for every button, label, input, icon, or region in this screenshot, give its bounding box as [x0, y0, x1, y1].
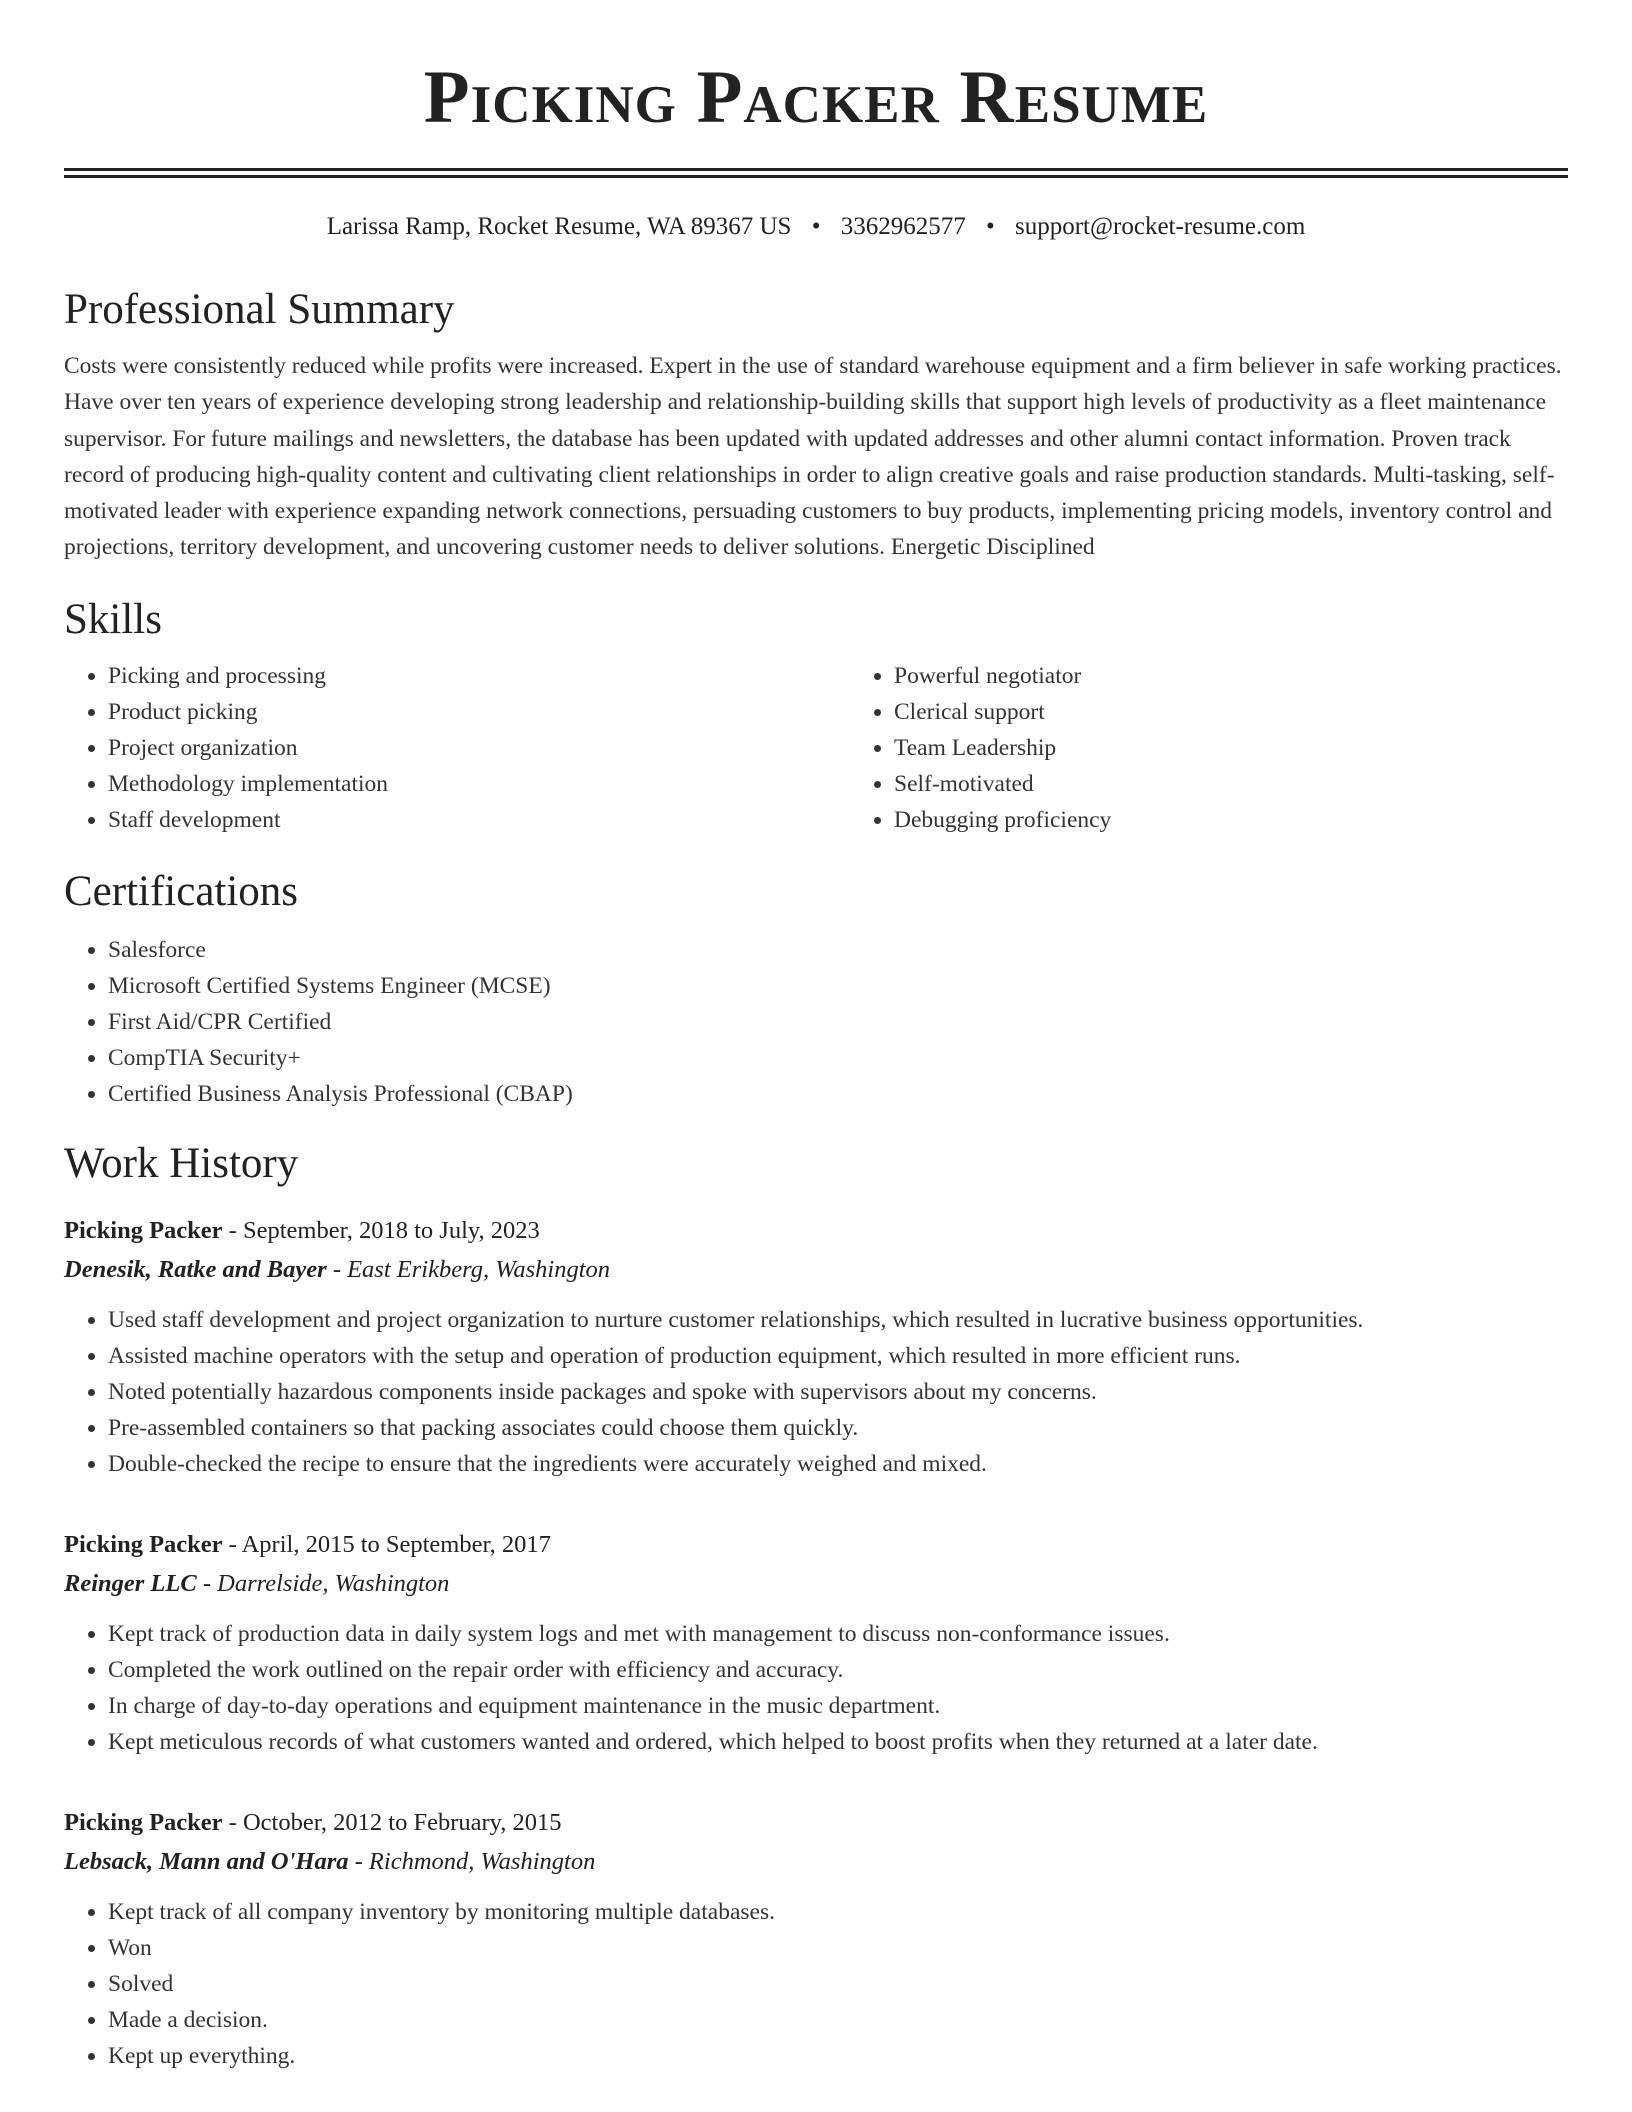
skill-item: • Project organization — [108, 730, 850, 766]
company-name: Lebsack, Mann and O'Hara — [64, 1847, 349, 1875]
job-title: Picking Packer — [64, 1808, 223, 1836]
skills-heading: Skills — [64, 595, 162, 643]
job-duty: • Kept track of all company inventory by monitoring multiple databases. — [108, 1894, 1568, 1930]
certification-item: • Certified Business Analysis Professional (CBAP) — [108, 1076, 1568, 1112]
certification-item: • CompTIA Security+ — [108, 1040, 1568, 1076]
job-duty: • Kept meticulous records of what customers wanted and ordered, which helped to boost profits when they returned at a later date. — [108, 1724, 1568, 1760]
resume-title: Picking Packer Resume — [423, 56, 1209, 139]
company-name: Reinger LLC — [64, 1569, 197, 1597]
company-name: Denesik, Ratke and Bayer — [64, 1255, 327, 1283]
job-duty: • Used staff development and project organization to nurture customer relationships, which resulted in lucrative business opportunities. — [108, 1302, 1568, 1338]
job-title-line — [64, 1526, 1568, 1564]
job-dates: - April, 2015 to September, 2017 — [222, 1530, 551, 1558]
job-duty: • Kept up everything. — [108, 2038, 1568, 2074]
bullet-separator: • — [811, 213, 821, 240]
skill-item: • Debugging proficiency — [894, 802, 1632, 838]
skills-list-left — [64, 658, 850, 838]
skill-item: • Powerful negotiator — [894, 658, 1632, 694]
certifications-list — [64, 932, 1568, 1112]
company-location: - Richmond, Washington — [348, 1847, 596, 1875]
company-line — [64, 1250, 1568, 1290]
job-duty: • Noted potentially hazardous components inside packages and spoke with supervisors about my concerns. — [108, 1374, 1568, 1410]
skill-item: • Team Leadership — [894, 730, 1632, 766]
job-duties-list — [64, 1302, 1568, 1482]
skill-item: • Self-motivated — [894, 766, 1632, 802]
contact-email: support@rocket-resume.com — [1015, 213, 1306, 240]
skill-item: • Methodology implementation — [108, 766, 850, 802]
job-duties-list — [64, 1616, 1568, 1760]
skill-item: • Staff development — [108, 802, 850, 838]
title-divider — [64, 168, 1568, 178]
company-location: - East Erikberg, Washington — [326, 1255, 611, 1283]
skills-list-right — [850, 658, 1632, 838]
summary-text: Costs were consistently reduced while profits were increased. Expert in the use of standard warehouse equipment and a firm believer in safe working practices. Have over ten years of experience developing strong leadership and relationship-building skills that support high levels of productivity as a fleet maintenance supervisor. For future mailings and newsletters, the database has been updated with updated addresses and other alumni contact information. Proven track record of producing high-quality content and cultivating client relationships in order to align creative goals and raise production standards. Multi-tasking, self-motivated leader with experience expanding network connections, persuading customers to buy products, implementing pricing models, inventory control and projections, territory development, and uncovering customer needs to deliver solutions. Energetic Disciplined — [64, 353, 1562, 561]
certifications-heading: Certifications — [64, 867, 299, 915]
company-location: - Darrelside, Washington — [196, 1569, 450, 1597]
job-title: Picking Packer — [64, 1216, 223, 1244]
contact-line — [64, 212, 1568, 242]
job-duty: • Won — [108, 1930, 1568, 1966]
job-entry — [64, 1212, 1568, 1482]
job-duty: • Solved — [108, 1966, 1568, 2002]
skill-item: • Clerical support — [894, 694, 1632, 730]
summary-heading: Professional Summary — [64, 286, 455, 333]
job-title-line — [64, 1804, 1568, 1842]
job-duty: • Assisted machine operators with the setup and operation of production equipment, which resulted in more efficient runs. — [108, 1338, 1568, 1374]
work-history-heading: Work History — [64, 1139, 299, 1187]
job-duty: • Double-checked the recipe to ensure that the ingredients were accurately weighed and mixed. — [108, 1446, 1568, 1482]
skill-item: • Picking and processing — [108, 658, 850, 694]
certification-item: • Salesforce — [108, 932, 1568, 968]
job-title-line — [64, 1212, 1568, 1250]
company-line — [64, 1842, 1568, 1882]
certification-item: • First Aid/CPR Certified — [108, 1004, 1568, 1040]
job-duties-list — [64, 1894, 1568, 2074]
job-dates: - September, 2018 to July, 2023 — [222, 1216, 540, 1244]
skills-grid — [64, 658, 1568, 838]
job-entry — [64, 1526, 1568, 1760]
job-duty: • Completed the work outlined on the repair order with efficiency and accuracy. — [108, 1652, 1568, 1688]
job-title: Picking Packer — [64, 1530, 223, 1558]
job-duty: • In charge of day-to-day operations and equipment maintenance in the music department. — [108, 1688, 1568, 1724]
contact-address: Larissa Ramp, Rocket Resume, WA 89367 US — [326, 213, 792, 240]
company-line — [64, 1564, 1568, 1604]
job-entry — [64, 1804, 1568, 2074]
skill-item: • Product picking — [108, 694, 850, 730]
certification-item: • Microsoft Certified Systems Engineer (MCSE) — [108, 968, 1568, 1004]
contact-phone: 3362962577 — [840, 213, 966, 240]
job-duty: • Pre-assembled containers so that packing associates could choose them quickly. — [108, 1410, 1568, 1446]
bullet-separator: • — [985, 213, 995, 240]
resume-page — [64, 0, 1568, 2074]
job-duty: • Kept track of production data in daily system logs and met with management to discuss non-conformance issues. — [108, 1616, 1568, 1652]
job-dates: - October, 2012 to February, 2015 — [222, 1808, 562, 1836]
job-duty: • Made a decision. — [108, 2002, 1568, 2038]
